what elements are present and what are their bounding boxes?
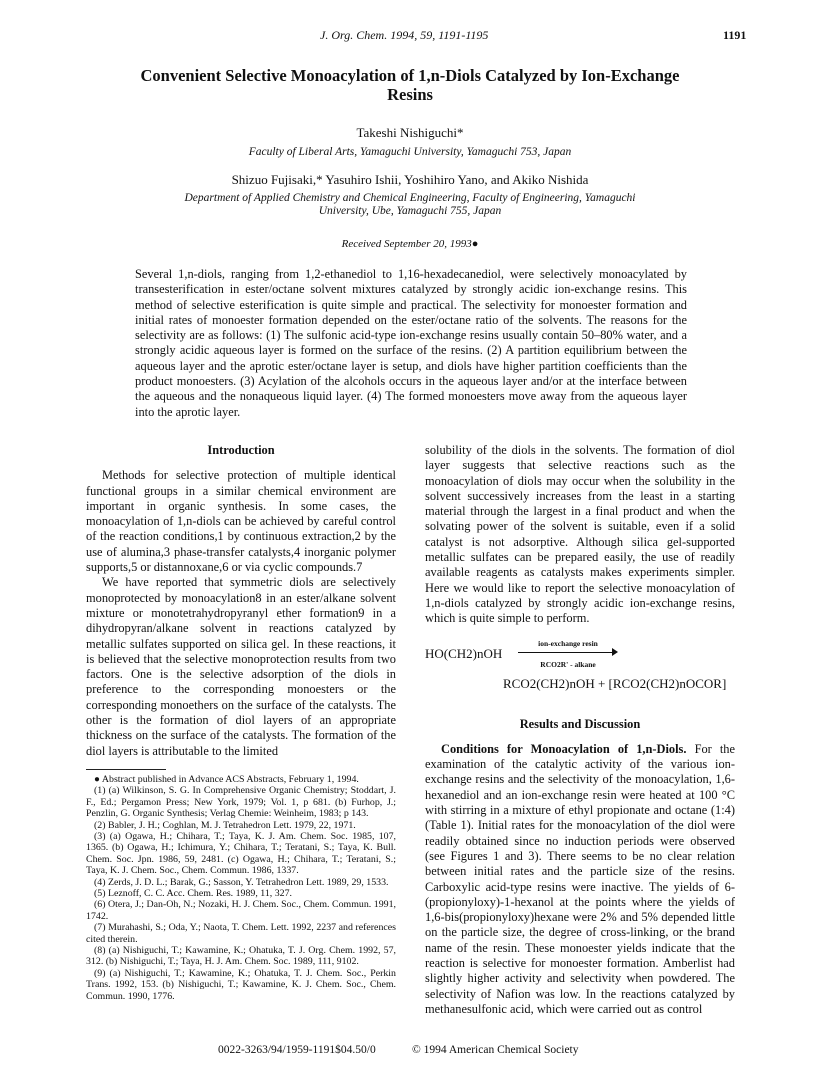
affiliation-1: Faculty of Liberal Arts, Yamaguchi University, Yamaguchi 753, Japan [248, 146, 572, 158]
reaction-arrowhead [612, 648, 618, 656]
results-paragraph [425, 742, 735, 1017]
author-line-2: Shizuo Fujisaki,* Yasuhiro Ishii, Yoshihiro Yano, and Akiko Nishida [231, 172, 589, 187]
footnote: (3) (a) Ogawa, H.; Chihara, T.; Taya, K. J. Am. Chem. Soc. 1985, 107, 1365. (b) Ogawa, H.; Ichimura, Y.; Chihara, T.; Teratani, S.; Taya, K. Bull. Chem. Soc. Jpn. 1986, 59, 2481. (c) Ogawa, H.; Chihara, T.; Teratani, S.; Taya, K. J. Chem. Soc., Chem. Commun. 1986, 1337. [86, 830, 396, 877]
results-subheading: Conditions for Monoacylation of 1,n-Diols. [441, 741, 687, 756]
footnote: (5) Leznoff, C. C. Acc. Chem. Res. 1989, 11, 327. [94, 888, 293, 899]
footnotes [86, 774, 396, 1002]
footnote: (1) (a) Wilkinson, S. G. In Comprehensive Organic Chemistry; Stoddart, J. F., Ed.; Pergamon Press; New York, 1979; Vol. 1, p 681. (b) Furhop, J.; Penzlin, G. Organic Synthesis; Verlag Chemie: Weinheim, 1983; p 143. [86, 785, 396, 820]
copyright: © 1994 American Chemical Society [412, 1044, 579, 1056]
introduction-continued: solubility of the diols in the solvents. The formation of diol layer suggests that selective reactions such as the monoacylation of diols may occur when the solubility in the solvent successively increases from the least in a starting material through the largest in a final product and when the solvating power of the solvent is suitable, even if a solid catalyst is not adsorptive. Although silica gel-supported metallic sulfates can be prepared easily, the use of readily available reagents as catalysts makes experiments simpler. Here we would like to report the selective monoacylation of 1,n-diols catalyzed by strongly acidic ion-exchange resins, which is quite simple to perform. [425, 443, 735, 626]
abstract: Several 1,n-diols, ranging from 1,2-ethanediol to 1,16-hexadecanediol, were selectively monoacylated by transesterification in ester/octane solvent mixtures catalyzed by strongly acidic ion-exchange resins. This method of selective esterification is quite simple and practical. The selectivity for monoester formation and initial rates of monoester formation depended on the ester/octane ratio of the solvents. The reasons for the selectivity are as follows: (1) The sulfonic acid-type ion-exchange resins usually contain 50–80% water, and a strongly acidic aqueous layer is formed on the surface of the resins. (2) A partition equilibrium between the aqueous layer and the aprotic ester/octane layer is setup, and diols have higher partition coefficients than the product monoesters. (3) Acylation of the alcohols occurs in the aqueous layer and/or at the interface between the aqueous and the nonaqueous liquid layer. (4) The formed monoesters move away from the aqueous layer into the aprotic layer. [135, 267, 687, 419]
introduction-heading: Introduction [207, 443, 275, 457]
introduction-paragraph-1: Methods for selective protection of multiple identical functional groups in a similar chemical environment are important in organic synthesis. In some cases, the monoacylation of 1,n-diols can be achieved by careful control of the reaction conditions,1 by continuous extraction,2 by the use of alumina,3 phase-transfer catalysts,4 inorganic polymer supports,5 or distannoxane,6 or via cyclic compounds.7 [86, 468, 396, 575]
results-text: For the examination of the catalytic activity of the various ion-exchange resins and the selectivity of the monoacylation, 1,6-hexanediol and an ion-exchange resin were heated at 100 °C with stirring in a mixture of ethyl propionate and octane (1:4) (Table 1). Initial rates for the monoacylation of the diol were readily obtained since no induction periods were observed (see Figures 1 and 3). There seems to be no clear relation between initial rates and the particle size of the resins. Carboxylic acid-type resins were inactive. The yields of 6-(propionyloxy)-1-hexanol at the points where the yields of 1,6-bis(propionyloxy)hexane were 2% and 5% depended little on the particle size, the degree of cross-linking, or the brand name of the resin. These monoester yields indicate that the reaction is selective for monoester formation. Amberlist had slightly higher activity and selectivity when powdered. The selectivity of Nafion was low. In the reactions catalyzed by methanesulfonic acid, which were carried out as control [425, 741, 735, 1016]
affiliation-2: Department of Applied Chemistry and Chemical Engineering, Faculty of Engineering, Yamaguchi University, Ube, Yamaguchi 755, Japan [184, 192, 636, 217]
introduction-paragraph-2: We have reported that symmetric diols are selectively monoprotected by monoacylation8 in an ester/alkane solvent mixture or monotetrahydropyranyl ether formation9 in a dihydropyran/alkane solvent in reactions catalyzed by metallic sulfates supported on silica gel. In these reactions, it is believed that the selective monoprotection results from two factors. One is the selective adsorption of the diols in preference to the corresponding monoesters or the corresponding monoethers on the surface of the catalysts. The other is the formation of diol layers of an appropriate thickness on the surface of the catalysts. The formation of the diol layers is attributable to the limited [86, 575, 396, 758]
footnote: (4) Zerds, J. D. L.; Barak, G.; Sasson, Y. Tetrahedron Lett. 1989, 29, 1533. [94, 876, 389, 888]
page-number: 1191 [723, 28, 747, 42]
article-code: 0022-3263/94/1959-1191$04.50/0 [218, 1044, 376, 1056]
scheme-catalyst-label: ion-exchange resin [538, 638, 598, 648]
footnote-divider [86, 769, 166, 770]
left-column [86, 443, 396, 1002]
footnote: (7) Murahashi, S.; Oda, Y.; Naota, T. Chem. Lett. 1992, 2237 and references cited therein. [86, 922, 396, 945]
reaction-arrow [518, 652, 616, 653]
footnote: (8) (a) Nishiguchi, T.; Kawamine, K.; Ohatuka, T. J. Org. Chem. 1992, 57, 312. (b) Nishiguchi, T.; Taya, H. J. Am. Chem. Soc. 1989, 111, 9102. [86, 945, 396, 968]
footnote: (2) Babler, J. H.; Coghlan, M. J. Tetrahedron Lett. 1979, 22, 1971. [94, 819, 356, 831]
reaction-scheme [425, 631, 735, 701]
article-title: Convenient Selective Monoacylation of 1,n-Diols Catalyzed by Ion-Exchange Resins [140, 66, 680, 104]
footnote: ● Abstract published in Advance ACS Abstracts, February 1, 1994. [94, 773, 359, 785]
scheme-products: RCO2(CH2)nOH + [RCO2(CH2)nOCOR] [503, 675, 727, 691]
journal-citation: J. Org. Chem. 1994, 59, 1191-1195 [320, 28, 489, 42]
received-date: Received September 20, 1993● [341, 238, 479, 250]
footnote: (6) Otera, J.; Dan-Oh, N.; Nozaki, H. J. Chem. Soc., Chem. Commun. 1991, 1742. [86, 899, 396, 922]
scheme-solvent-label: RCO2R' - alkane [540, 659, 596, 669]
right-column [425, 443, 735, 1017]
scheme-reactant: HO(CH2)nOH [425, 645, 503, 661]
footnote: (9) (a) Nishiguchi, T.; Kawamine, K.; Ohatuka, T. J. Chem. Soc., Perkin Trans. 1992, 153. (b) Nishiguchi, T.; Kawamine, K. J. Chem. Soc., Chem. Commun. 1990, 1776. [86, 967, 396, 1002]
results-heading: Results and Discussion [519, 716, 641, 731]
author-line-1: Takeshi Nishiguchi* [356, 125, 464, 140]
